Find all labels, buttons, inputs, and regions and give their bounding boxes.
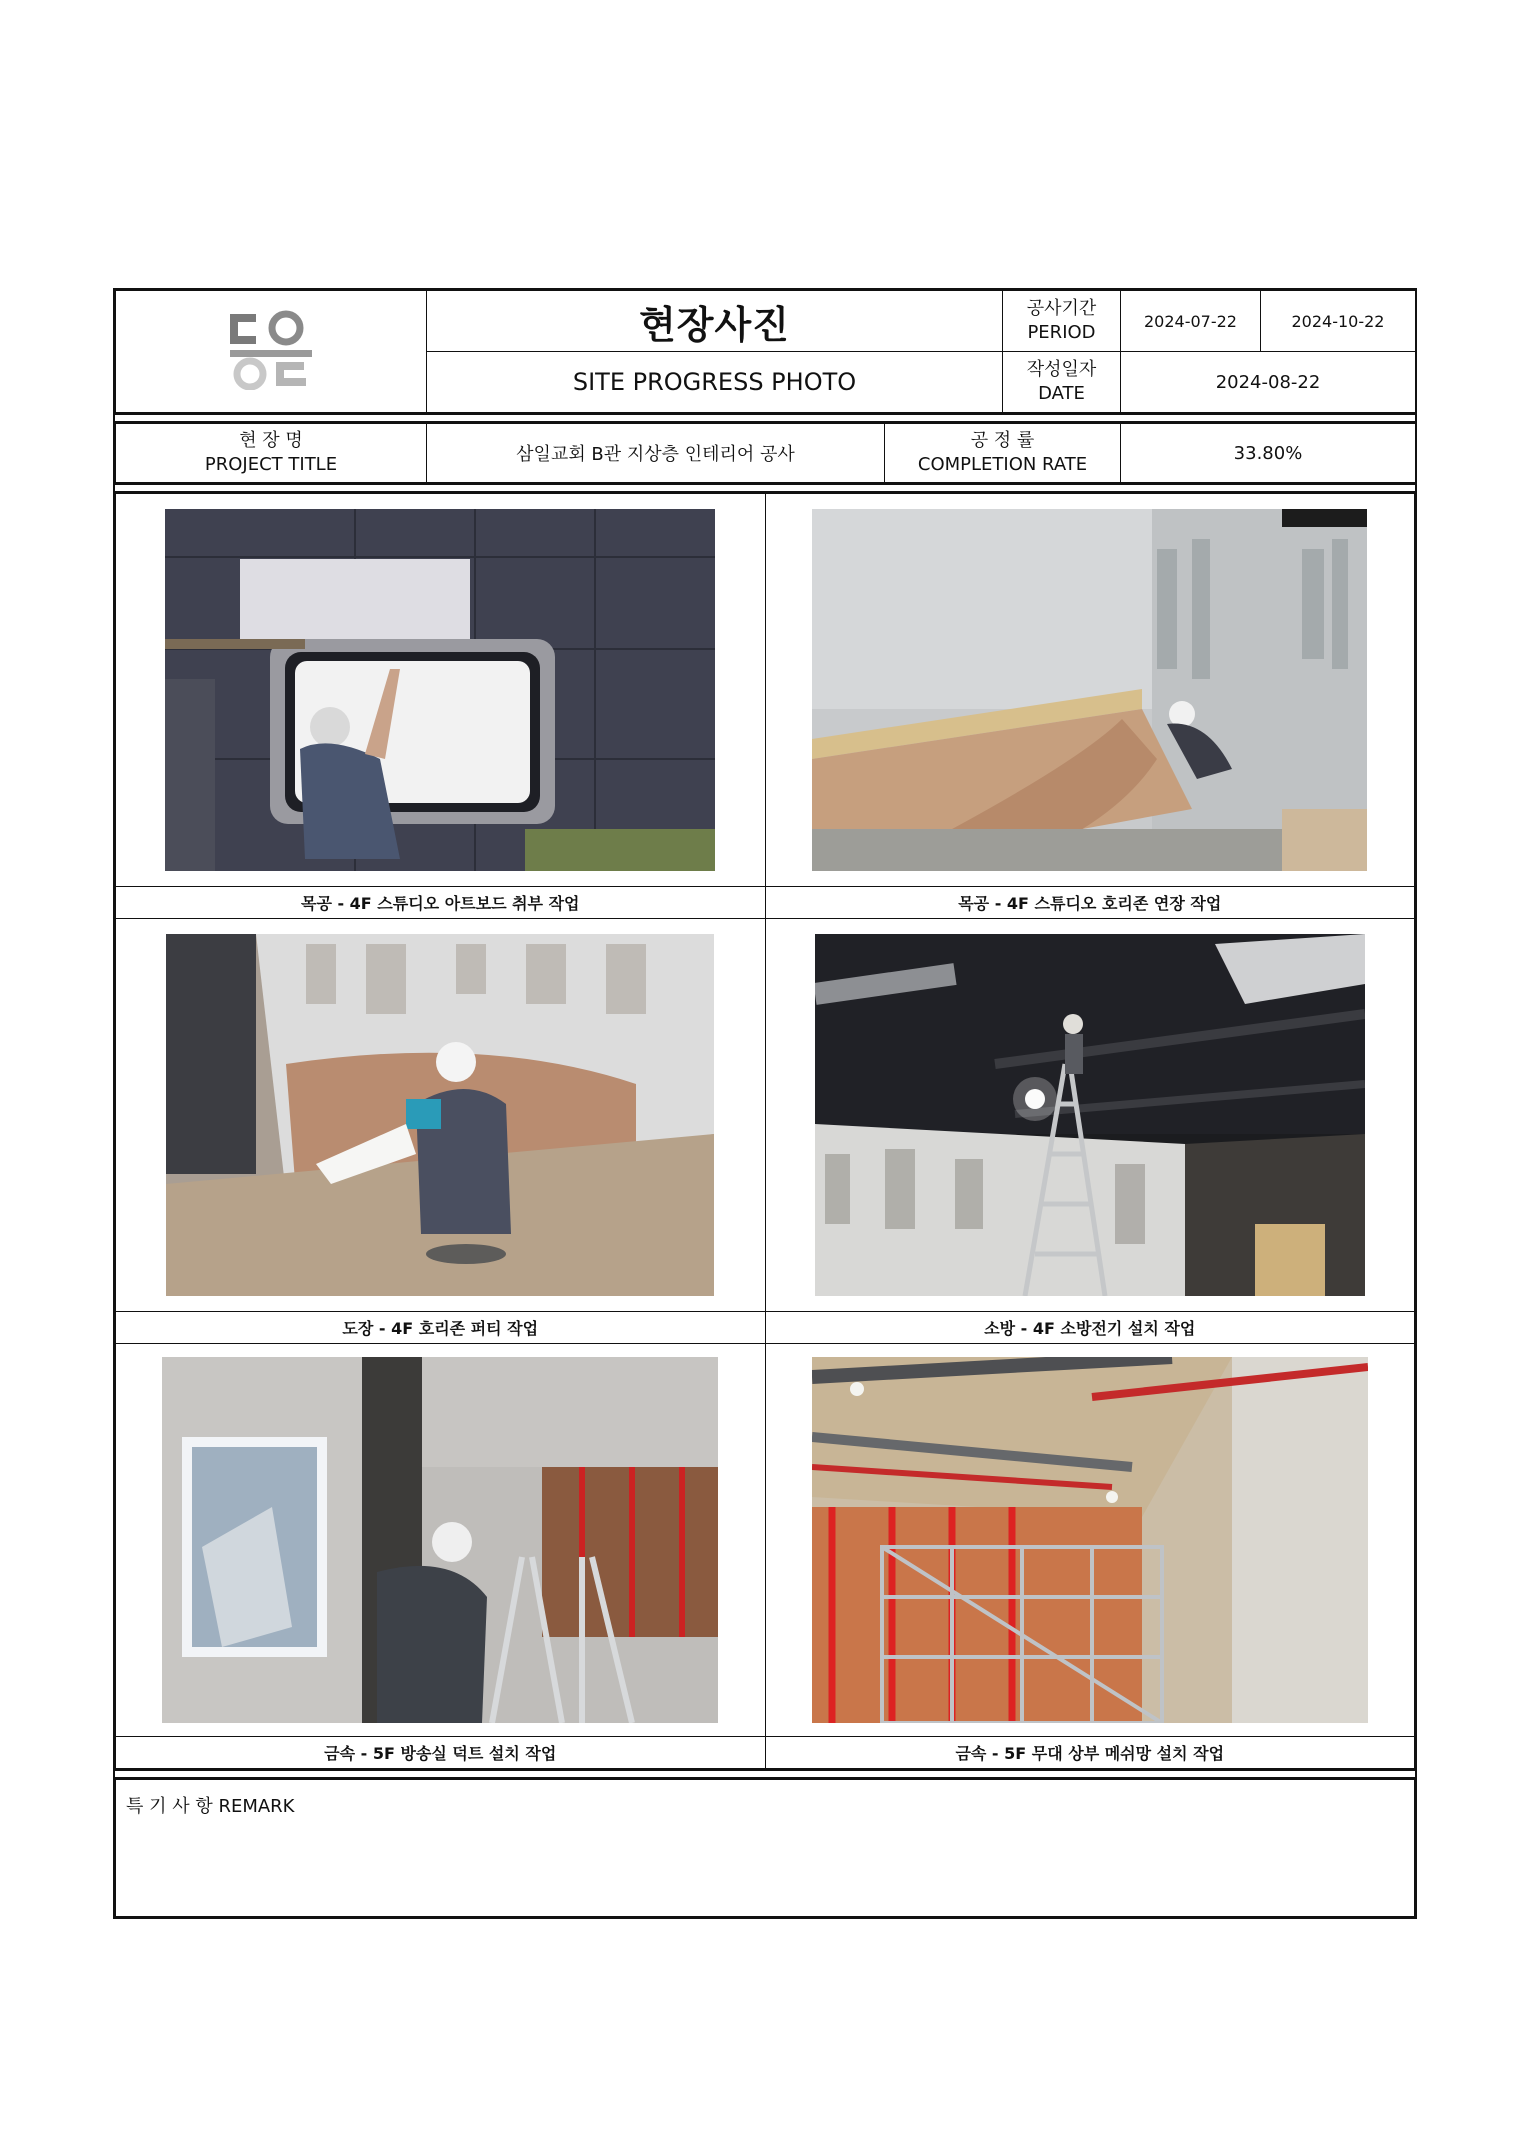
photo-artboard-work — [165, 509, 715, 871]
photo-cell-1 — [116, 494, 766, 887]
remark-label: 특 기 사 항 REMARK — [116, 1780, 1415, 1917]
completion-rate-label-en: COMPLETION RATE — [917, 454, 1088, 475]
report-sheet — [113, 288, 1417, 1919]
photo-caption-4: 소방 - 4F 소방전기 설치 작업 — [765, 1312, 1415, 1344]
period-end: 2024-10-22 — [1261, 291, 1416, 352]
period-label-ko: 공사기간 — [1026, 298, 1097, 319]
date-label-ko: 작성일자 — [1026, 359, 1097, 380]
date-label-en: DATE — [1038, 383, 1085, 404]
company-logo — [116, 291, 427, 413]
photo-cell-5 — [116, 1344, 766, 1737]
photo-caption-5: 금속 - 5F 방송실 덕트 설치 작업 — [116, 1737, 766, 1769]
project-title-label-en: PROJECT TITLE — [204, 454, 338, 475]
photo-caption-1: 목공 - 4F 스튜디오 아트보드 취부 작업 — [116, 887, 766, 919]
photo-fire-electrical — [815, 934, 1365, 1296]
date-label — [1003, 352, 1121, 413]
photo-mesh-installation — [812, 1357, 1368, 1723]
photo-caption-6: 금속 - 5F 무대 상부 메쉬망 설치 작업 — [765, 1737, 1415, 1769]
photo-cell-2 — [765, 494, 1415, 887]
photo-cell-3 — [116, 919, 766, 1312]
logo-icon — [226, 310, 316, 390]
project-title: 삼일교회 B관 지상층 인테리어 공사 — [427, 424, 885, 483]
photo-horizon-putty — [166, 934, 714, 1296]
photo-horizon-extension — [812, 509, 1367, 871]
photo-cell-6 — [765, 1344, 1415, 1737]
title-english: SITE PROGRESS PHOTO — [427, 352, 1003, 413]
completion-rate: 33.80% — [1121, 424, 1416, 483]
photo-cell-4 — [765, 919, 1415, 1312]
period-start: 2024-07-22 — [1121, 291, 1261, 352]
title-korean: 현장사진 — [427, 291, 1003, 352]
completion-rate-label — [885, 424, 1121, 483]
photo-caption-3: 도장 - 4F 호리존 퍼티 작업 — [116, 1312, 766, 1344]
photo-grid — [113, 491, 1417, 1771]
project-info — [113, 421, 1417, 485]
period-label-en: PERIOD — [1027, 322, 1096, 343]
project-title-label-ko: 현 장 명 — [239, 430, 303, 451]
period-label — [1003, 291, 1121, 352]
report-header — [113, 288, 1417, 415]
report-date: 2024-08-22 — [1121, 352, 1416, 413]
photo-caption-2: 목공 - 4F 스튜디오 호리존 연장 작업 — [765, 887, 1415, 919]
project-title-label — [116, 424, 427, 483]
completion-rate-label-ko: 공 정 률 — [970, 430, 1035, 451]
photo-duct-installation — [162, 1357, 718, 1723]
remark-section — [113, 1777, 1417, 1919]
